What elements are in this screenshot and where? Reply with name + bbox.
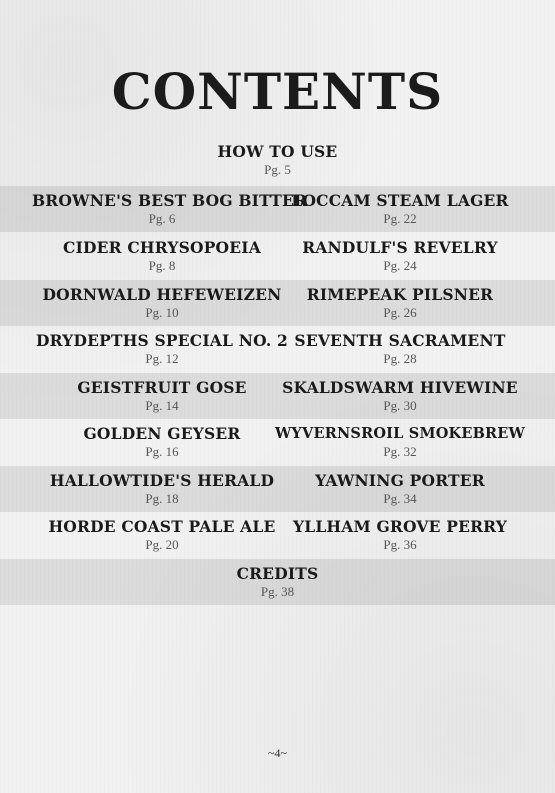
toc-entry-left[interactable] [32, 378, 292, 414]
toc-entry-title: SKALDSWARM HIVEWINE [282, 378, 518, 397]
toc-entry-page: Pg. 16 [145, 444, 179, 459]
toc-entry-title: DORNWALD HEFEWEIZEN [42, 285, 282, 304]
toc-entry-right[interactable] [270, 378, 530, 414]
toc-entry-title: LOCCAM STEAM LAGER [291, 191, 509, 210]
toc-entry-title: CREDITS [236, 564, 319, 583]
page-number: ~4~ [268, 746, 287, 760]
toc-entry-page: Pg. 38 [260, 584, 295, 599]
toc-entry-title: HORDE COAST PALE ALE [48, 517, 276, 536]
toc-entry-left[interactable] [32, 238, 292, 274]
toc-entry-page: Pg. 10 [145, 305, 179, 320]
toc-entry-title: GOLDEN GEYSER [83, 424, 241, 443]
toc-entry-title: HALLOWTIDE'S HERALD [49, 471, 275, 490]
toc-entry-page: Pg. 24 [383, 258, 417, 273]
toc-entry-title: HOW TO USE [217, 142, 338, 161]
page-title: CONTENTS [111, 62, 444, 121]
toc-entry-left[interactable] [32, 517, 292, 553]
toc-entry-right[interactable] [270, 191, 530, 227]
toc-entry-page: Pg. 20 [145, 537, 179, 552]
toc-entry-page: Pg. 36 [383, 537, 417, 552]
toc-entry-title: CIDER CHRYSOPOEIA [63, 238, 261, 257]
toc-entry-right[interactable] [270, 471, 530, 507]
toc-entry-page: Pg. 22 [383, 211, 417, 226]
toc-entry-page: Pg. 28 [383, 351, 417, 366]
toc-entry-page: Pg. 18 [145, 491, 179, 506]
toc-entry-page: Pg. 32 [383, 444, 417, 459]
toc-entry-page: Pg. 6 [148, 211, 176, 226]
toc-entry-title: YLLHAM GROVE PERRY [292, 517, 508, 536]
toc-entry-right[interactable] [270, 331, 530, 367]
toc-entry-page: Pg. 12 [145, 351, 179, 366]
toc-entry-page: Pg. 5 [264, 162, 291, 177]
toc-entry-page: Pg. 14 [145, 398, 179, 413]
toc-entry-title: DRYDEPTHS SPECIAL NO. 2 [35, 331, 289, 350]
toc-entry-title: WYVERNSROIL SMOKEBREW [274, 425, 526, 442]
toc-entry-right[interactable] [270, 238, 530, 274]
toc-entry-page: Pg. 30 [383, 398, 417, 413]
toc-entry-page: Pg. 34 [383, 491, 417, 506]
toc-entry-title: RANDULF'S REVELRY [302, 238, 498, 257]
toc-entry-left[interactable] [32, 424, 292, 460]
toc-entry-left[interactable] [32, 191, 308, 227]
toc-entry-credits[interactable] [0, 564, 555, 600]
toc-entry-left[interactable] [32, 471, 292, 507]
toc-entry-title: GEISTFRUIT GOSE [77, 378, 247, 397]
toc-entry-title: YAWNING PORTER [315, 471, 485, 490]
toc-entry-title: SEVENTH SACRAMENT [294, 331, 506, 350]
toc-entry-right[interactable] [270, 424, 530, 460]
toc-entry-left[interactable] [32, 331, 292, 367]
toc-entry-right[interactable] [270, 285, 530, 321]
toc-entry-title: BROWNE'S BEST BOG BITTER [32, 191, 308, 210]
toc-entry-page: Pg. 26 [383, 305, 417, 320]
toc-entry-right[interactable] [270, 517, 530, 553]
toc-entry-page: Pg. 8 [148, 258, 176, 273]
toc-entry-left[interactable] [32, 285, 292, 321]
toc-entry-title: RIMEPEAK PILSNER [306, 285, 494, 304]
toc-entry-how-to-use[interactable] [0, 142, 555, 178]
